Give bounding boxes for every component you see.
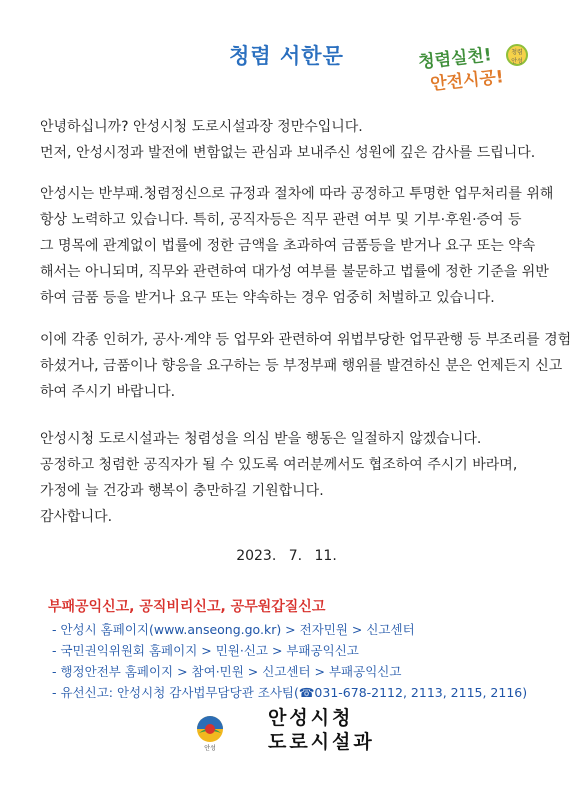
report-channels-list (52, 619, 527, 703)
slogan-line-2: 안전시공! (429, 67, 505, 95)
text-line: 하여 금품 등을 받거나 요구 또는 약속하는 경우 엄중히 처벌하고 있습니다. (40, 290, 495, 306)
report-request-paragraph (40, 327, 572, 405)
report-channel-item: - 안성시 홈페이지(www.anseong.go.kr) > 전자민원 > 신고센터 (52, 622, 415, 637)
report-channels-title: 부패공익신고, 공직비리신고, 공무원갑질신고 (48, 599, 326, 615)
letter-date: 2023. 7. 11. (236, 548, 337, 564)
letter-title: 청렴 서한문 (229, 44, 344, 68)
text-line: 안녕하십니까? 안성시청 도로시설과장 정만수입니다. (40, 119, 363, 135)
greeting-paragraph (40, 114, 540, 166)
logo-caption: 안성 (204, 745, 216, 752)
text-line: 안성시청 도로시설과는 청렴성을 의심 받을 행동은 일절하지 않겠습니다. (40, 431, 482, 447)
integrity-slogan-logo (418, 44, 530, 94)
text-line: 이에 각종 인허가, 공사·계약 등 업무와 관련하여 위법부당한 업무관행 등 부조리를 경험 (40, 332, 572, 348)
report-channel-item: - 유선신고: 안성시청 감사법무담당관 조사팀(☎031-678-2112, 2113, 2115, 2116) (52, 685, 528, 700)
closing-paragraph (40, 426, 540, 530)
text-line: 먼저, 안성시정과 발전에 변함없는 관심과 보내주신 성원에 깊은 감사를 드립니다. (40, 145, 536, 161)
text-line: 항상 노력하고 있습니다. 특히, 공직자등은 직무 관련 여부 및 기부·후원·증여 등 (40, 212, 522, 228)
slogan-badge: 청렴 안성 (506, 44, 528, 66)
organization-line-2: 도로시설과 (268, 731, 375, 753)
slogan-line-1: 청렴실천! (417, 45, 493, 73)
text-line: 가정에 늘 건강과 행복이 충만하길 기원합니다. (40, 483, 324, 499)
text-line: 해서는 아니되며, 직무와 관련하여 대가성 여부를 불문하고 법률에 정한 기준을 위반 (40, 264, 549, 280)
report-channel-item: - 국민권익위원회 홈페이지 > 민원·신고 > 부패공익신고 (52, 643, 359, 658)
report-channel-item: - 행정안전부 홈페이지 > 참여·민원 > 신고센터 > 부패공익신고 (52, 664, 402, 679)
organization-name (268, 706, 375, 754)
text-line: 감사합니다. (40, 509, 113, 525)
text-line: 그 명목에 관계없이 법률에 정한 금액을 초과하여 금품등을 받거나 요구 또는 약속 (40, 238, 536, 254)
text-line: 하여 주시기 바랍니다. (40, 384, 176, 400)
text-line: 공정하고 청렴한 공직자가 될 수 있도록 여러분께서도 협조하여 주시기 바라며, (40, 457, 518, 473)
organization-line-1: 안성시청 (268, 707, 354, 729)
anseong-city-logo (190, 713, 230, 753)
text-line: 하셨거나, 금품이나 향응을 요구하는 등 부정부패 행위를 발견하신 분은 언제든지 신고 (40, 358, 563, 374)
policy-paragraph (40, 181, 554, 311)
text-line: 안성시는 반부패.청렴정신으로 규정과 절차에 따라 공정하고 투명한 업무처리를 위해 (40, 186, 554, 202)
